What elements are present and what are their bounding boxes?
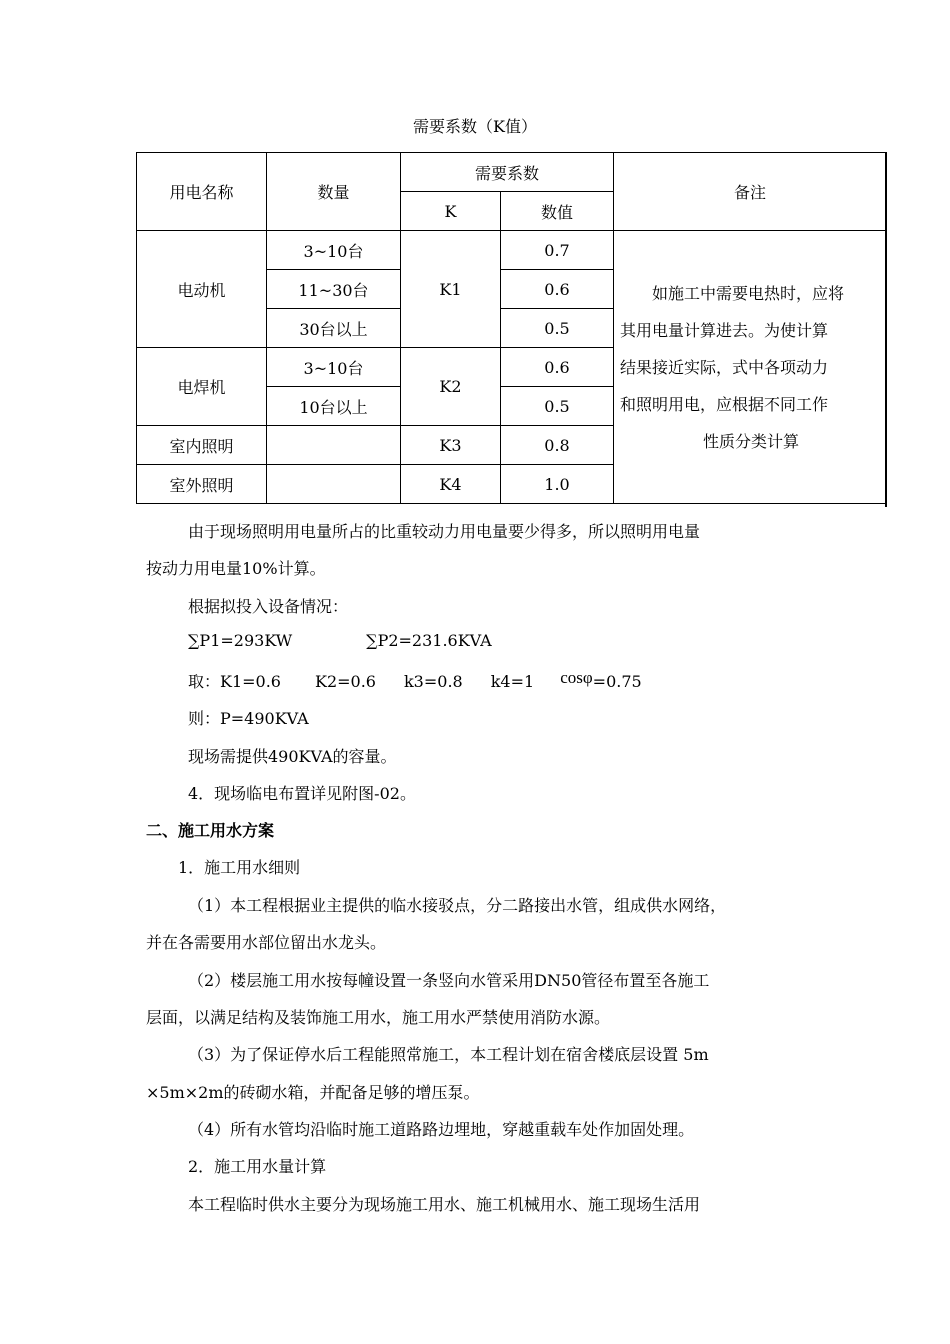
section-heading: 二、施工用水方案 xyxy=(146,821,275,840)
paragraph: 4．现场临电布置详见附图-02。 xyxy=(188,784,416,803)
header-note: 备注 xyxy=(614,153,887,231)
cell-quantity xyxy=(267,426,401,465)
header-k: K xyxy=(401,192,501,231)
table-outer-border xyxy=(885,152,887,507)
cell-note xyxy=(614,231,887,504)
table-row xyxy=(137,231,887,270)
cos-phi-value: =0.75 xyxy=(592,672,642,691)
coef-k1: 取：K1=0.6 xyxy=(188,672,281,691)
cell-value: 0.5 xyxy=(501,309,614,348)
cell-quantity: 11~30台 xyxy=(267,270,401,309)
paragraph: 层面，以满足结构及装饰施工用水，施工用水严禁使用消防水源。 xyxy=(146,1008,611,1027)
paragraph: 本工程临时供水主要分为现场施工用水、施工机械用水、施工现场生活用 xyxy=(188,1195,701,1214)
paragraph: 则：P=490KVA xyxy=(188,709,309,728)
cell-name: 电动机 xyxy=(137,231,267,348)
paragraph: （2）楼层施工用水按每幢设置一条竖向水管采用DN50管径布置至各施工 xyxy=(188,971,710,990)
note-line: 结果接近实际，式中各项动力 xyxy=(620,357,829,377)
cell-value: 0.5 xyxy=(501,387,614,426)
cell-quantity: 10台以上 xyxy=(267,387,401,426)
paragraph: 由于现场照明用电量所占的比重较动力用电量要少得多，所以照明用电量 xyxy=(188,522,701,541)
formula-line xyxy=(188,631,492,650)
paragraph: （1）本工程根据业主提供的临水接驳点，分二路接出水管，组成供水网络， xyxy=(188,896,727,915)
k-coefficient-table xyxy=(136,152,887,504)
cell-value: 0.8 xyxy=(501,426,614,465)
cell-quantity: 30台以上 xyxy=(267,309,401,348)
cell-name: 电焊机 xyxy=(137,348,267,426)
cell-value: 0.6 xyxy=(501,348,614,387)
paragraph: （4）所有水管均沿临时施工道路路边埋地，穿越重载车处作加固处理。 xyxy=(188,1120,695,1139)
table-caption: 需要系数（K值） xyxy=(413,117,537,136)
paragraph: 根据拟投入设备情况： xyxy=(188,597,349,616)
coef-k4: k4=1 xyxy=(490,672,535,691)
cos-phi: cosφ xyxy=(560,668,593,687)
cell-name: 室外照明 xyxy=(137,465,267,504)
paragraph: （3）为了保证停水后工程能照常施工，本工程计划在宿舍楼底层设置 5m xyxy=(188,1045,709,1064)
header-quantity: 数量 xyxy=(267,153,401,231)
coef-k3: k3=0.8 xyxy=(403,672,463,691)
cell-value: 0.6 xyxy=(501,270,614,309)
paragraph: 按动力用电量10%计算。 xyxy=(146,559,326,578)
paragraph: 并在各需要用水部位留出水龙头。 xyxy=(146,933,387,952)
sum-p2: ∑P2=231.6KVA xyxy=(366,631,492,650)
note-line: 其用电量计算进去。为使计算 xyxy=(620,320,829,340)
cell-k: K1 xyxy=(401,231,501,348)
header-name: 用电名称 xyxy=(137,153,267,231)
paragraph: ×5m×2m的砖砌水箱，并配备足够的增压泵。 xyxy=(146,1083,480,1102)
note-line: 性质分类计算 xyxy=(703,431,800,451)
cell-value: 1.0 xyxy=(501,465,614,504)
cell-name: 室内照明 xyxy=(137,426,267,465)
subsection-heading: 1．施工用水细则 xyxy=(178,858,301,877)
header-coef: 需要系数 xyxy=(401,153,614,192)
header-value: 数值 xyxy=(501,192,614,231)
cell-k: K3 xyxy=(401,426,501,465)
cell-quantity: 3~10台 xyxy=(267,348,401,387)
coefficient-line xyxy=(188,669,642,692)
cell-quantity xyxy=(267,465,401,504)
paragraph: 现场需提供490KVA的容量。 xyxy=(188,747,397,766)
cell-value: 0.7 xyxy=(501,231,614,270)
note-line: 和照明用电，应根据不同工作 xyxy=(620,394,829,414)
coef-k2: K2=0.6 xyxy=(315,672,376,691)
cell-quantity: 3~10台 xyxy=(267,231,401,270)
subsection-heading: 2．施工用水量计算 xyxy=(188,1157,327,1176)
cell-k: K4 xyxy=(401,465,501,504)
note-line: 如施工中需要电热时，应将 xyxy=(652,283,845,303)
sum-p1: ∑P1=293KW xyxy=(188,631,293,650)
cell-k: K2 xyxy=(401,348,501,426)
